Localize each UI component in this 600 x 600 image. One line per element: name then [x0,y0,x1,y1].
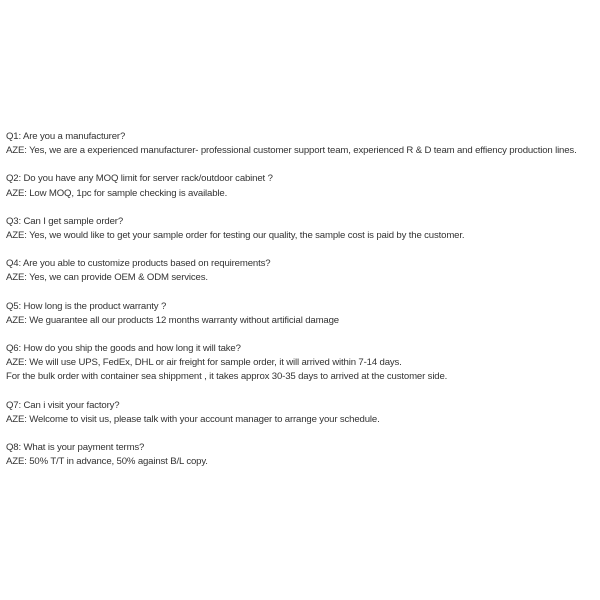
faq-answer: AZE: 50% T/T in advance, 50% against B/L copy. [6,456,208,468]
faq-item-8 [6,441,596,469]
faq-item-1 [6,130,596,158]
faq-question: Q4: Are you able to customize products based on requirements? [6,258,271,270]
faq-item-4 [6,257,596,285]
faq-answer: AZE: Yes, we can provide OEM & ODM services. [6,272,208,284]
faq-answer: AZE: We will use UPS, FedEx, DHL or air freight for sample order, it will arrived within 7-14 days. [6,357,402,369]
faq-question: Q3: Can I get sample order? [6,215,124,227]
faq-answer: AZE: Low MOQ, 1pc for sample checking is available. [6,187,228,199]
faq-question: Q8: What is your payment terms? [6,442,145,454]
faq-answer: AZE: We guarantee all our products 12 months warranty without artificial damage [6,314,339,326]
faq-item-5 [6,300,596,328]
faq-answer: AZE: Welcome to visit us, please talk with your account manager to arrange your schedule. [6,413,380,425]
faq-answer: For the bulk order with container sea shippment , it takes approx 30-35 days to arrived at the customer side. [6,371,448,383]
faq-list [6,130,596,483]
faq-item-2 [6,172,596,200]
faq-answer: AZE: Yes, we would like to get your sample order for testing our quality, the sample cost is paid by the customer. [6,230,465,242]
faq-item-6 [6,342,596,385]
faq-question: Q6: How do you ship the goods and how long it will take? [6,343,241,355]
faq-question: Q5: How long is the product warranty ? [6,300,167,312]
faq-question: Q2: Do you have any MOQ limit for server rack/outdoor cabinet ? [6,173,273,185]
faq-question: Q1: Are you a manufacturer? [6,131,126,142]
faq-item-3 [6,215,596,243]
faq-question: Q7: Can i visit your factory? [6,399,120,411]
faq-item-7 [6,399,596,427]
faq-answer: AZE: Yes, we are a experienced manufacturer- professional customer support team, experienced R & D team and effiency production lines. [6,145,577,157]
